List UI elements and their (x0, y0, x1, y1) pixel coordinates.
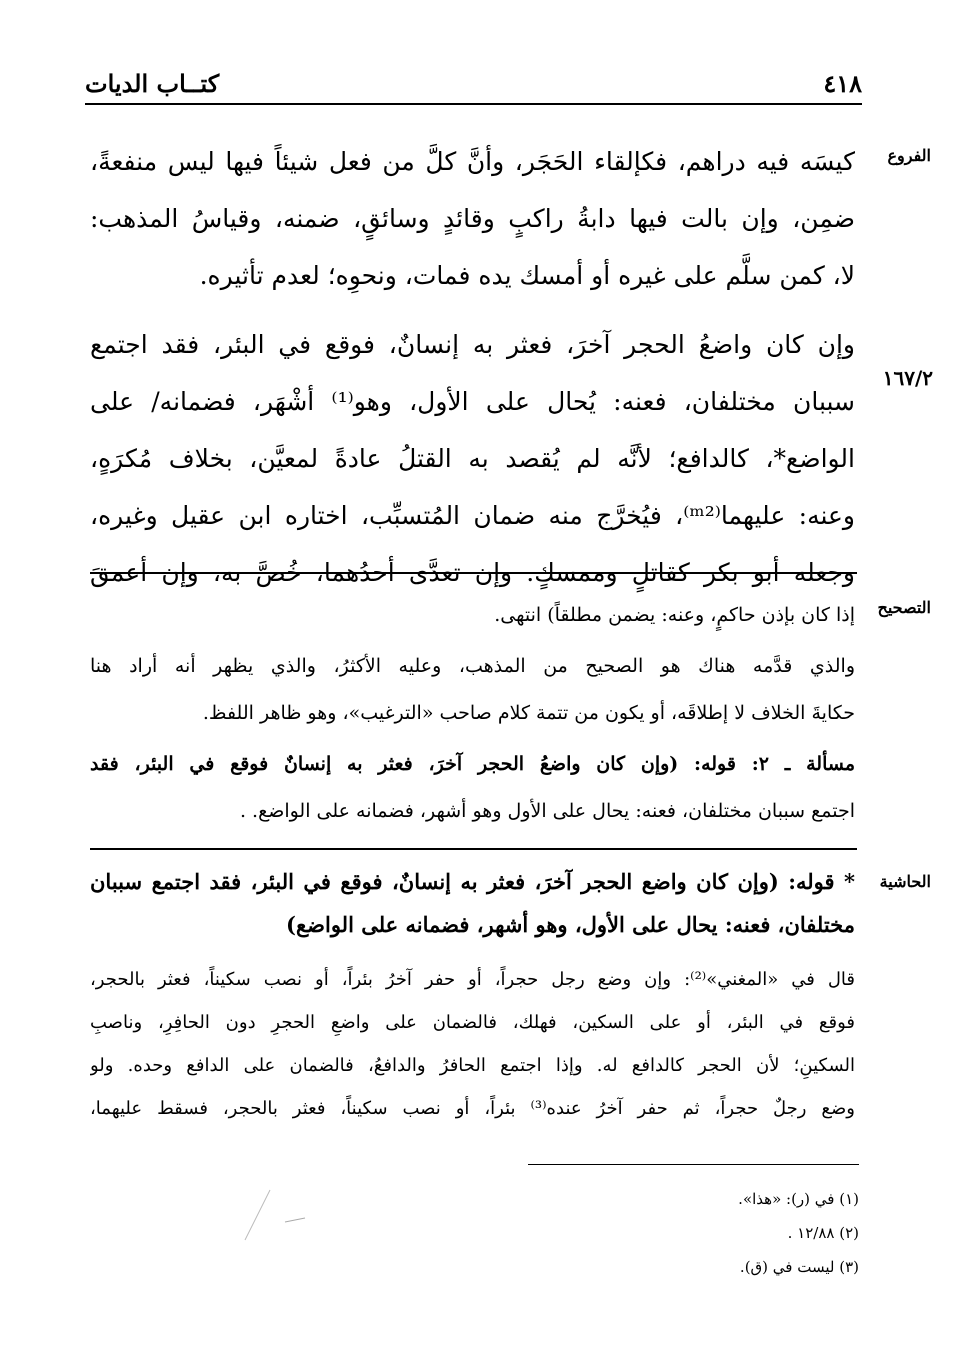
hashiya-heading-line: * قوله: (وإن كان واضع الحجر آخرَ، فعثر به إنسانٌ، فوقع في البئر، فقد اجتمع سببان (90, 869, 855, 894)
header-rule (85, 103, 862, 105)
scan-mark (285, 1218, 305, 1222)
main-text (90, 133, 855, 601)
tashih-text (90, 592, 855, 835)
hashiya-text (90, 958, 855, 1130)
main-line: سببان مختلفان، فعنه: يُحال على الأول، وهو⁽¹⁾ أشْهَر، فضمانه/ على (90, 387, 855, 416)
tashih-line: مسألة ـ ٢: قوله: (وإن كان واضعُ الحجر آخرَ، فعثر به إنسانٌ فوقع في البئر، فقد (90, 753, 855, 775)
side-label-reference: ١٦٧/٢ (882, 366, 933, 390)
hashiya-line: وضع رجلٌ حجراً، ثم حفر آخرُ عنده⁽³⁾ بئراً، أو نصب سكيناً، فعثر بالحجر، فسقط عليهما، (90, 1098, 855, 1119)
main-line: وعنه: عليهما⁽ᵐ²⁾، فيُخرَّج منه ضمان المُتسبِّب، اختاره ابن عقيل وغيره، (90, 501, 855, 530)
tashih-line: إذا كان بإذن حاكمٍ، وعنه: يضمن مطلقاً) انتهى. (494, 604, 855, 626)
hashiya-line: السكينِ؛ لأن الحجر كالدافع له. وإذا اجتمع الحافرُ والدافعُ، فالضمان على الدافع وحده. ولو (90, 1055, 855, 1076)
main-line: الواضع*، كالدافع؛ لأنَّه لم يُقصد به القتلُ عادةً لمعيَّن، بخلاف مُكرَهٍ، (90, 444, 855, 473)
side-label-furu: الفروع (887, 146, 931, 165)
footnote: (١) في (ر): «هذا». (738, 1190, 859, 1208)
tashih-line: اجتمع سببان مختلفان، فعنه: يحال على الأول وهو أشهر، فضمانه على الواضع. . (239, 800, 855, 822)
section-rule (90, 572, 857, 574)
hashiya-heading (90, 860, 855, 946)
running-header (85, 66, 862, 100)
page-number: ٤١٨ (823, 68, 862, 98)
footnote: (٢) ١٢/٨٨ . (787, 1224, 859, 1242)
hashiya-line: قال في «المغني»⁽²⁾: وإن وضع رجل حجراً، أو حفر آخرُ بئراً، أو نصب سكيناً، فعثر بالحجر، (90, 969, 855, 990)
main-line: لا، كمن سلَّم على غيره أو أمسك يده فمات، ونحوِه؛ لعدم تأثيره. (199, 261, 855, 290)
tashih-line: حكايةَ الخلاف لا إطلاقَه، أو يكون من تتمة كلام صاحب «الترغيب»، وهو ظاهر اللفظ. (202, 702, 855, 724)
main-line: كيسَه فيه دراهم، فكإلقاء الحَجَر، وأنَّ كلَّ من فعل شيئاً فيها ليس منفعةً، (90, 147, 855, 176)
main-line: ضمِن، وإن بالت فيها دابةُ راكبٍ وقائدٍ وسائقٍ، ضمنه، وقياسُ المذهب: (90, 204, 855, 233)
side-label-hashiya: الحاشية (879, 872, 931, 891)
footnote: (٣) ليست في (ق). (739, 1258, 859, 1276)
book-title: كتــاب الديات (85, 68, 220, 98)
tashih-line: والذي قدَّمه هناك هو الصحيح من المذهب، وعليه الأكثرُ، والذي يظهر أنه أراد هنا (90, 655, 855, 677)
hashiya-line: فوقع في البئر، أو على السكين، فهلك، فالضمان على واضعِ الحجرِ دون الحافِرِ، وناصبِ (90, 1012, 855, 1033)
footnote-rule (528, 1164, 859, 1165)
section-rule (90, 848, 857, 850)
footnotes (559, 1182, 859, 1284)
scan-mark (245, 1190, 270, 1240)
main-line: وإن كان واضعُ الحجر آخرَ، فعثر به إنسانٌ، فوقع في البئر، فقد اجتمع (90, 330, 855, 359)
hashiya-heading-line: مختلفان، فعنه: يحال على الأول، وهو أشهر، فضمانه على الواضع) (286, 912, 855, 937)
side-label-tashih: التصحيح (877, 598, 931, 617)
main-line: وجعله أبو بكر كقاتلٍ وممسكٍ. وإن تعدَّى أحدُهما، خُصَّ به، وإن أعمقَ (90, 558, 855, 587)
